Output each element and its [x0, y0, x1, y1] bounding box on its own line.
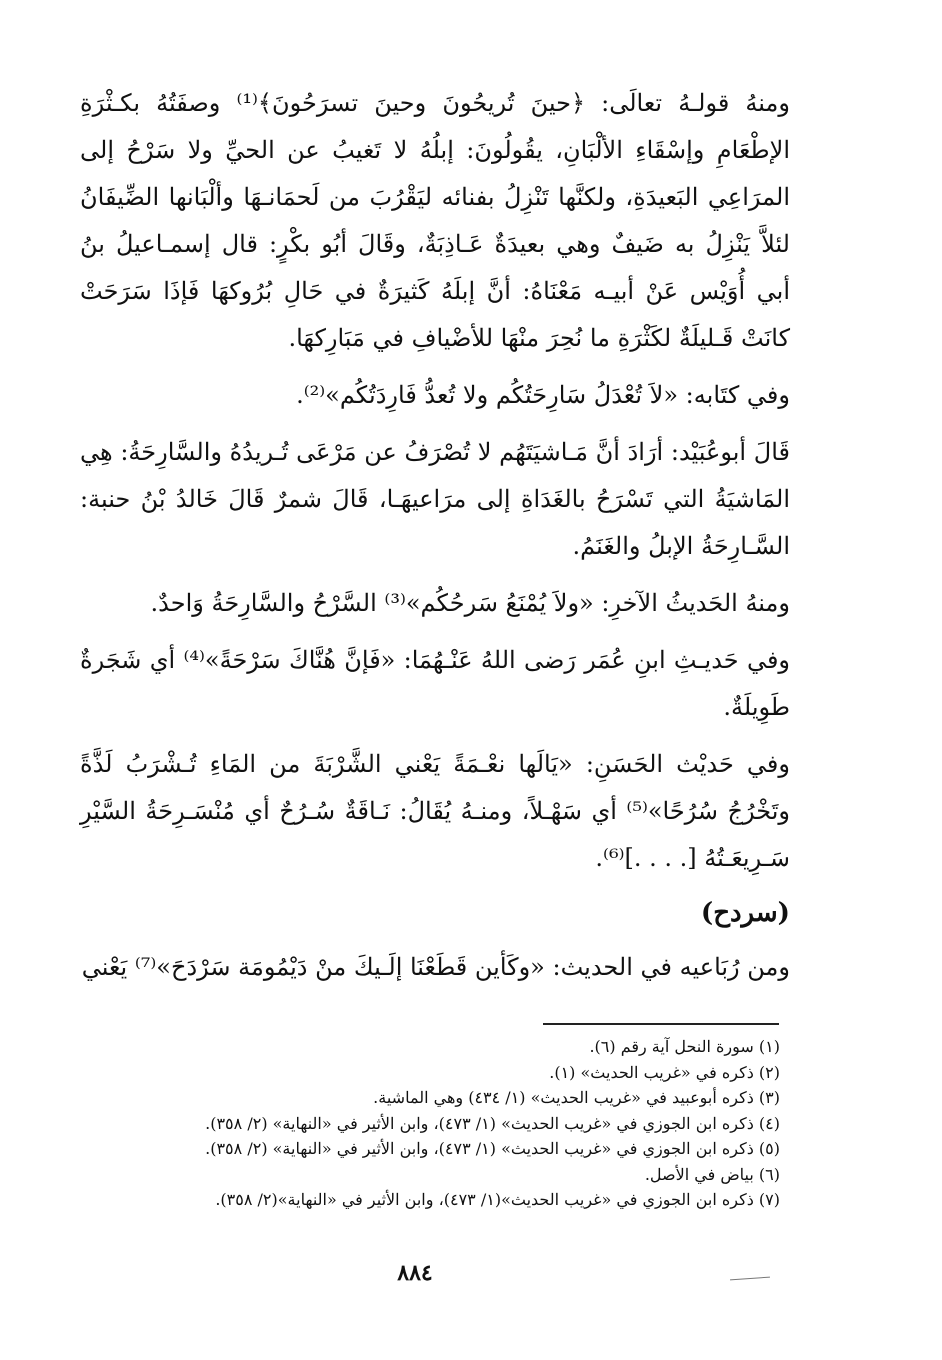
footnote: (٤) ذكره ابن الجوزي في «غريب الحديث» (١/ ٤٧٣)، وابن الأثير في «النهاية» (٢/ ٣٥٨). — [205, 1113, 780, 1133]
section-heading: (سردح) — [700, 898, 790, 928]
paragraph: وفي حَديـثِ ابنِ عُمَر رَضى اللهُ عَنْـهُمَا: «فَإنَّ هُنَّاكَ سَرْحَةً»⁽⁴⁾ أي شَجَرةٌ طَوِيلَةٌ. — [80, 646, 791, 721]
paragraph: وفي كتَابه: «لاَ تُعْدَلُ سَارِحَتُكُم ولا تُعدُّ فَارِدَتُكُم»⁽²⁾. — [296, 381, 790, 409]
footnote-divider — [543, 1023, 779, 1025]
paragraph: ومنهُ قولـهُ تعالَى: ﴿حينَ تُريحُونَ وحينَ تسرَحُونَ﴾⁽¹⁾ وصفَتُهُ بكـثْرَةِ الإطْعَامِ وإسْقَاءِ الألْبَانِ، يقُولُونَ: إبلُهُ لا تَغيبُ عن الحيِّ ولا سَرْحُ إلى المرَاعِي البَعيدَةِ، ولكنَّها تَنْزِلُ بفنائه ليَقْرُبَ من لَحمَانـهَا وألْبَانها الضِّيفَانُ لئلاَّ يَنْزِلُ به ضَيفٌ وهي بعيدَةٌ عَـاذِبَةٌ، وقَالَ أبُو بكْرٍ: قال إسمـاعيلُ بنُ أبي أُوَيْس عَنْ أبيـه مَعْنَاهُ: أنَّ إبلَهُ كَثيرَةٌ في حَالِ بُرُوكهَا فَإذَا سَرَحَتْ كانَتْ قَـليلَةٌ لكَثْرَةِ ما نُحِرَ منْهَا للأضْيافِ في مَبَارِكهَا. — [80, 89, 790, 352]
main-text — [80, 80, 790, 882]
footnote: (١) سورة النحل آية رقم (٦). — [589, 1037, 780, 1056]
footnote: (٢) ذكره في «غريب الحديث» (١). — [549, 1062, 780, 1082]
paragraph: ومن رُبَاعيه في الحديث: «وكَأين قَطَعْنَا إلَـيكَ منْ دَيْمُومَة سَرْدَحَ»⁽⁷⁾ يَعْني — [81, 953, 790, 981]
paragraph: قَالَ أبوعُبَيْد: أرَادَ أنَّ مَـاشيَتَهُم لا تُصْرَفُ عن مَرْعَى تُـريدُهُ والسَّارِحَةُ: هِي المَاشيَةُ التي تَسْرَحُ بالغَدَاةِ إلى مرَاعيهَـا، قَالَ شمرٌ قَالَ خَالدُ بْنُ حنبة: السَّـارِحَةُ الإبلُ والغَنَمُ. — [80, 438, 790, 560]
footnote: (٧) ذكره ابن الجوزي في «غريب الحديث»(١/ ٤٧٣)، وابن الأثير في «النهاية»(٢/ ٣٥٨). — [215, 1190, 780, 1209]
paragraph: وفي حَديْث الحَسَنِ: «يَالَها نعْـمَةً يَعْني الشَّرْبَةَ من المَاءِ تُـشْرَبُ لَذَّةً وتَخْرُجُ سُرُحًا»⁽⁵⁾ أي سَهْـلاً، ومنـهُ يُقَالُ: نَـاقَةٌ سُـرُحٌ أي مُنْسَـرِحَةُ السَّيْرِ سَـرِيعَـتُهُ [. . . .]⁽⁶⁾. — [80, 750, 790, 872]
footnote: (٥) ذكره ابن الجوزي في «غريب الحديث» (١/ ٤٧٣)، وابن الأثير في «النهاية» (٢/ ٣٥٨). — [205, 1139, 780, 1158]
paragraph: ومنهُ الحَديثُ الآخرِ: «ولاَ يُمْنَعُ سَرحُكُم»⁽³⁾ السَّرْحُ والسَّارِحَةُ وَاحدٌ. — [150, 589, 790, 617]
footnotes — [80, 1034, 780, 1213]
page-number: ٨٨٤ — [397, 1260, 433, 1286]
footnote: (٣) ذكره أبوعبيد في «غريب الحديث» (١/ ٤٣٤) وهي الماشية. — [373, 1088, 780, 1107]
footnote: (٦) بياض في الأصل. — [644, 1164, 780, 1184]
